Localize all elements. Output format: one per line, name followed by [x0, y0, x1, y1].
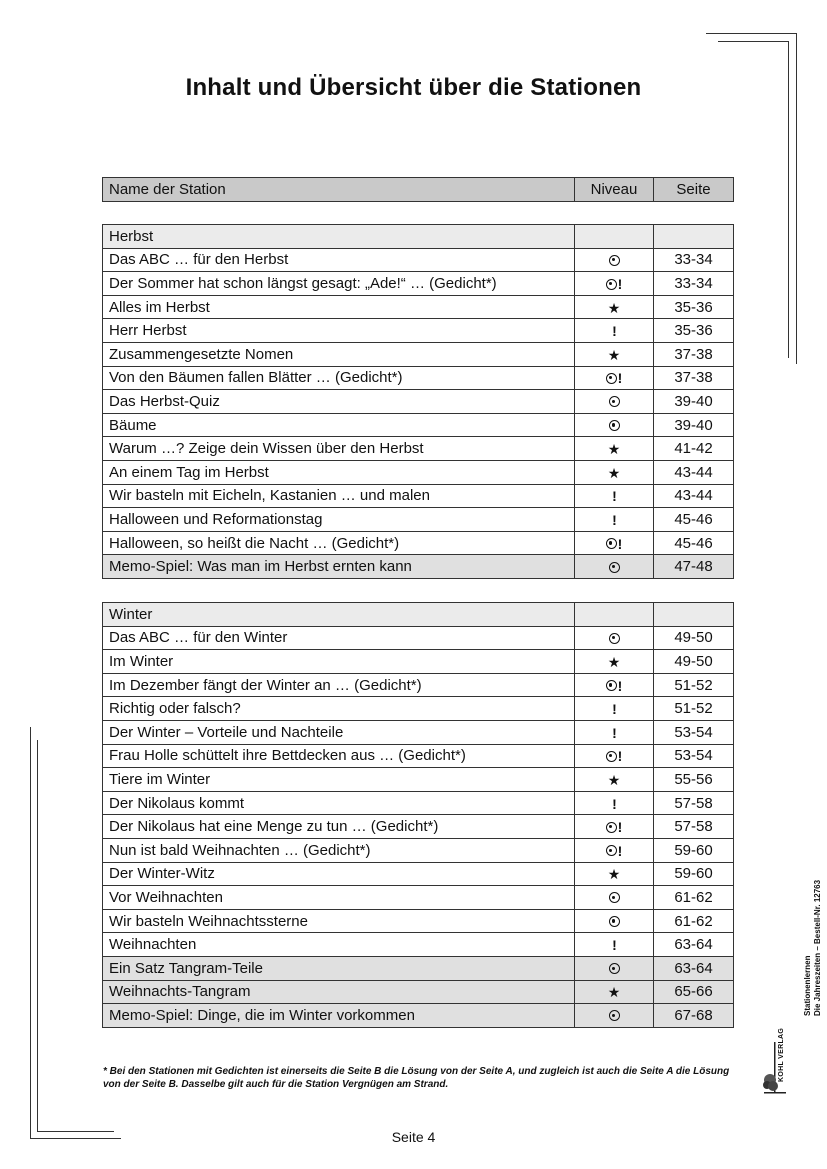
exclamation-icon: !: [617, 819, 623, 836]
table-row: [103, 980, 734, 1004]
page-range: 33-34: [654, 248, 734, 272]
table-row: [103, 650, 734, 674]
page-range: 45-46: [654, 531, 734, 555]
dotted-circle-icon: [609, 892, 620, 903]
dotted-circle-icon: [609, 396, 620, 407]
niveau-symbol: [611, 489, 617, 503]
niveau-symbol: [609, 419, 620, 433]
table-row: [103, 555, 734, 579]
star-icon: ★: [607, 866, 621, 883]
niveau-cell: [575, 909, 654, 933]
niveau-cell: [575, 933, 654, 957]
dotted-circle-icon: [606, 538, 617, 549]
niveau-cell: [575, 366, 654, 390]
niveau-symbol: [609, 915, 620, 929]
niveau-cell: [575, 295, 654, 319]
exclamation-icon: !: [617, 535, 623, 552]
niveau-symbol: [609, 891, 620, 905]
page-title: Inhalt und Übersicht über die Stationen: [185, 74, 642, 101]
niveau-symbol: [609, 253, 620, 267]
star-icon: ★: [607, 441, 621, 458]
star-icon: ★: [607, 771, 621, 788]
page-range: 33-34: [654, 272, 734, 296]
station-name: Der Nikolaus kommt: [103, 791, 575, 815]
page-number: Seite 4: [391, 1129, 436, 1145]
section-title: Winter: [103, 603, 575, 627]
exclamation-icon: !: [612, 511, 617, 528]
niveau-cell: [575, 956, 654, 980]
niveau-symbol: [611, 797, 617, 811]
dotted-circle-icon: [609, 420, 620, 431]
station-name: Das ABC … für den Herbst: [103, 248, 575, 272]
exclamation-icon: !: [612, 701, 617, 718]
table-row: [103, 437, 734, 461]
niveau-cell: [575, 791, 654, 815]
dotted-circle-icon: [606, 845, 617, 856]
niveau-cell: [575, 484, 654, 508]
station-name: Warum …? Zeige dein Wissen über den Herbst: [103, 437, 575, 461]
station-name: Tiere im Winter: [103, 768, 575, 792]
table-row: [103, 862, 734, 886]
table-row: [103, 342, 734, 366]
niveau-cell: [575, 272, 654, 296]
niveau-cell: [575, 248, 654, 272]
niveau-symbol: [608, 655, 621, 669]
station-name: Weihnachts-Tangram: [103, 980, 575, 1004]
table-row: [103, 390, 734, 414]
niveau-cell: [575, 342, 654, 366]
page-range: 37-38: [654, 342, 734, 366]
page-range: 35-36: [654, 319, 734, 343]
table-row: [103, 484, 734, 508]
station-name: Richtig oder falsch?: [103, 697, 575, 721]
station-name: Im Winter: [103, 650, 575, 674]
niveau-symbol: [606, 371, 623, 385]
station-name: Halloween, so heißt die Nacht … (Gedicht*): [103, 531, 575, 555]
dotted-circle-icon: [609, 633, 620, 644]
page-range: 65-66: [654, 980, 734, 1004]
niveau-symbol: [608, 301, 621, 315]
table-row: [103, 508, 734, 532]
dotted-circle-icon: [606, 822, 617, 833]
station-name: Ein Satz Tangram-Teile: [103, 956, 575, 980]
table-row: [103, 933, 734, 957]
exclamation-icon: !: [612, 724, 617, 741]
page-range: 35-36: [654, 295, 734, 319]
niveau-symbol: [609, 560, 620, 574]
exclamation-icon: !: [617, 276, 623, 293]
table-header-block: [102, 177, 733, 202]
station-name: Der Sommer hat schon längst gesagt: „Ade!“ … (Gedicht*): [103, 272, 575, 296]
page-range: 41-42: [654, 437, 734, 461]
section-header-seite-cell: [654, 225, 734, 249]
niveau-cell: [575, 673, 654, 697]
section-header-niveau-cell: [575, 225, 654, 249]
star-icon: ★: [607, 654, 621, 671]
station-name: Das ABC … für den Winter: [103, 626, 575, 650]
page-range: 39-40: [654, 390, 734, 414]
niveau-cell: [575, 838, 654, 862]
station-name: Halloween und Reformationstag: [103, 508, 575, 532]
station-name: Der Winter-Witz: [103, 862, 575, 886]
section-table: [102, 224, 734, 579]
niveau-cell: [575, 626, 654, 650]
niveau-cell: [575, 650, 654, 674]
exclamation-icon: !: [612, 937, 617, 954]
station-name: Bäume: [103, 413, 575, 437]
table-row: [103, 460, 734, 484]
page-range: 37-38: [654, 366, 734, 390]
station-name: Wir basteln Weihnachtssterne: [103, 909, 575, 933]
station-name: Der Winter – Vorteile und Nachteile: [103, 720, 575, 744]
page-range: 59-60: [654, 838, 734, 862]
table-row: [103, 744, 734, 768]
page-range: 57-58: [654, 791, 734, 815]
niveau-symbol: [609, 962, 620, 976]
station-name: Nun ist bald Weihnachten … (Gedicht*): [103, 838, 575, 862]
table-row: [103, 1004, 734, 1028]
table-row: [103, 886, 734, 910]
station-name: An einem Tag im Herbst: [103, 460, 575, 484]
table-row: [103, 791, 734, 815]
page-range: 43-44: [654, 460, 734, 484]
niveau-symbol: [611, 938, 617, 952]
exclamation-icon: !: [617, 370, 623, 387]
niveau-cell: [575, 886, 654, 910]
exclamation-icon: !: [612, 323, 617, 340]
dotted-circle-icon: [606, 751, 617, 762]
column-header-niveau: Niveau: [575, 178, 654, 202]
dotted-circle-icon: [606, 680, 617, 691]
page-range: 43-44: [654, 484, 734, 508]
niveau-cell: [575, 460, 654, 484]
station-name: Das Herbst-Quiz: [103, 390, 575, 414]
star-icon: ★: [607, 984, 621, 1001]
station-name: Herr Herbst: [103, 319, 575, 343]
table-row: [103, 248, 734, 272]
page-range: 53-54: [654, 744, 734, 768]
column-header-table: [102, 177, 734, 202]
table-row: [103, 295, 734, 319]
section-table: [102, 602, 734, 1028]
page-range: 49-50: [654, 650, 734, 674]
table-row: [103, 626, 734, 650]
niveau-cell: [575, 390, 654, 414]
niveau-cell: [575, 720, 654, 744]
page-range: 63-64: [654, 956, 734, 980]
publisher-logo-text: KOHL VERLAG: [778, 1027, 785, 1082]
section-header-row: [103, 225, 734, 249]
station-name: Vor Weihnachten: [103, 886, 575, 910]
dotted-circle-icon: [609, 255, 620, 266]
niveau-symbol: [606, 820, 623, 834]
niveau-cell: [575, 555, 654, 579]
page-range: 49-50: [654, 626, 734, 650]
star-icon: ★: [607, 299, 621, 316]
exclamation-icon: !: [612, 488, 617, 505]
section-title: Herbst: [103, 225, 575, 249]
dotted-circle-icon: [609, 562, 620, 573]
niveau-symbol: [608, 348, 621, 362]
niveau-symbol: [609, 631, 620, 645]
page-range: 61-62: [654, 909, 734, 933]
niveau-cell: [575, 862, 654, 886]
station-name: Der Nikolaus hat eine Menge zu tun … (Gedicht*): [103, 815, 575, 839]
page-range: 39-40: [654, 413, 734, 437]
niveau-symbol: [606, 679, 623, 693]
station-name: Alles im Herbst: [103, 295, 575, 319]
niveau-symbol: [608, 442, 621, 456]
niveau-symbol: [606, 749, 623, 763]
station-name: Im Dezember fängt der Winter an … (Gedicht*): [103, 673, 575, 697]
side-imprint-line1: Stationenlernen: [803, 955, 812, 1016]
niveau-symbol: [611, 726, 617, 740]
star-icon: ★: [607, 346, 621, 363]
section-herbst: [102, 224, 733, 579]
niveau-cell: [575, 531, 654, 555]
station-name: Memo-Spiel: Dinge, die im Winter vorkommen: [103, 1004, 575, 1028]
column-header-seite: Seite: [654, 178, 734, 202]
column-header-name: Name der Station: [103, 178, 575, 202]
niveau-cell: [575, 744, 654, 768]
section-header-seite-cell: [654, 603, 734, 627]
niveau-cell: [575, 768, 654, 792]
page-range: 51-52: [654, 673, 734, 697]
niveau-cell: [575, 815, 654, 839]
niveau-symbol: [609, 395, 620, 409]
exclamation-icon: !: [617, 748, 623, 765]
column-header-row: [103, 178, 734, 202]
table-row: [103, 720, 734, 744]
niveau-symbol: [606, 277, 623, 291]
station-name: Von den Bäumen fallen Blätter … (Gedicht*): [103, 366, 575, 390]
table-row: [103, 956, 734, 980]
station-name: Zusammengesetzte Nomen: [103, 342, 575, 366]
niveau-symbol: [608, 867, 621, 881]
niveau-symbol: [608, 466, 621, 480]
section-header-row: [103, 603, 734, 627]
table-row: [103, 909, 734, 933]
niveau-symbol: [611, 513, 617, 527]
page-range: 55-56: [654, 768, 734, 792]
niveau-cell: [575, 1004, 654, 1028]
table-row: [103, 319, 734, 343]
station-name: Memo-Spiel: Was man im Herbst ernten kann: [103, 555, 575, 579]
dotted-circle-icon: [606, 279, 617, 290]
page-range: 59-60: [654, 862, 734, 886]
star-icon: ★: [607, 464, 621, 481]
niveau-symbol: [606, 844, 623, 858]
page-range: 47-48: [654, 555, 734, 579]
niveau-cell: [575, 437, 654, 461]
niveau-cell: [575, 980, 654, 1004]
station-name: Weihnachten: [103, 933, 575, 957]
exclamation-icon: !: [617, 677, 623, 694]
niveau-cell: [575, 413, 654, 437]
niveau-cell: [575, 319, 654, 343]
table-row: [103, 366, 734, 390]
table-row: [103, 768, 734, 792]
dotted-circle-icon: [609, 916, 620, 927]
exclamation-icon: !: [612, 795, 617, 812]
table-row: [103, 697, 734, 721]
table-row: [103, 272, 734, 296]
table-row: [103, 815, 734, 839]
section-winter: [102, 602, 733, 1028]
dotted-circle-icon: [606, 373, 617, 384]
page-range: 63-64: [654, 933, 734, 957]
niveau-symbol: [611, 702, 617, 716]
exclamation-icon: !: [617, 842, 623, 859]
side-imprint-line2: Die Jahreszeiten – Bestell-Nr. 12763: [813, 879, 822, 1016]
dotted-circle-icon: [609, 963, 620, 974]
station-name: Wir basteln mit Eicheln, Kastanien … und malen: [103, 484, 575, 508]
table-row: [103, 673, 734, 697]
niveau-symbol: [609, 1009, 620, 1023]
station-name: Frau Holle schüttelt ihre Bettdecken aus … (Gedicht*): [103, 744, 575, 768]
niveau-cell: [575, 697, 654, 721]
page-range: 61-62: [654, 886, 734, 910]
page-range: 57-58: [654, 815, 734, 839]
page-range: 51-52: [654, 697, 734, 721]
table-row: [103, 413, 734, 437]
footnote: * Bei den Stationen mit Gedichten ist einerseits die Seite B die Lösung von der Seite A, und zugleich ist auch die Seite A die Lösung von der Seite B. Dasselbe gilt auch für die Station Vergnügen am Strand.: [103, 1066, 730, 1090]
niveau-symbol: [608, 773, 621, 787]
page-range: 53-54: [654, 720, 734, 744]
niveau-symbol: [608, 985, 621, 999]
niveau-symbol: [611, 324, 617, 338]
niveau-symbol: [606, 537, 623, 551]
section-header-niveau-cell: [575, 603, 654, 627]
dotted-circle-icon: [609, 1010, 620, 1021]
page-range: 67-68: [654, 1004, 734, 1028]
niveau-cell: [575, 508, 654, 532]
table-row: [103, 531, 734, 555]
page-range: 45-46: [654, 508, 734, 532]
table-row: [103, 838, 734, 862]
